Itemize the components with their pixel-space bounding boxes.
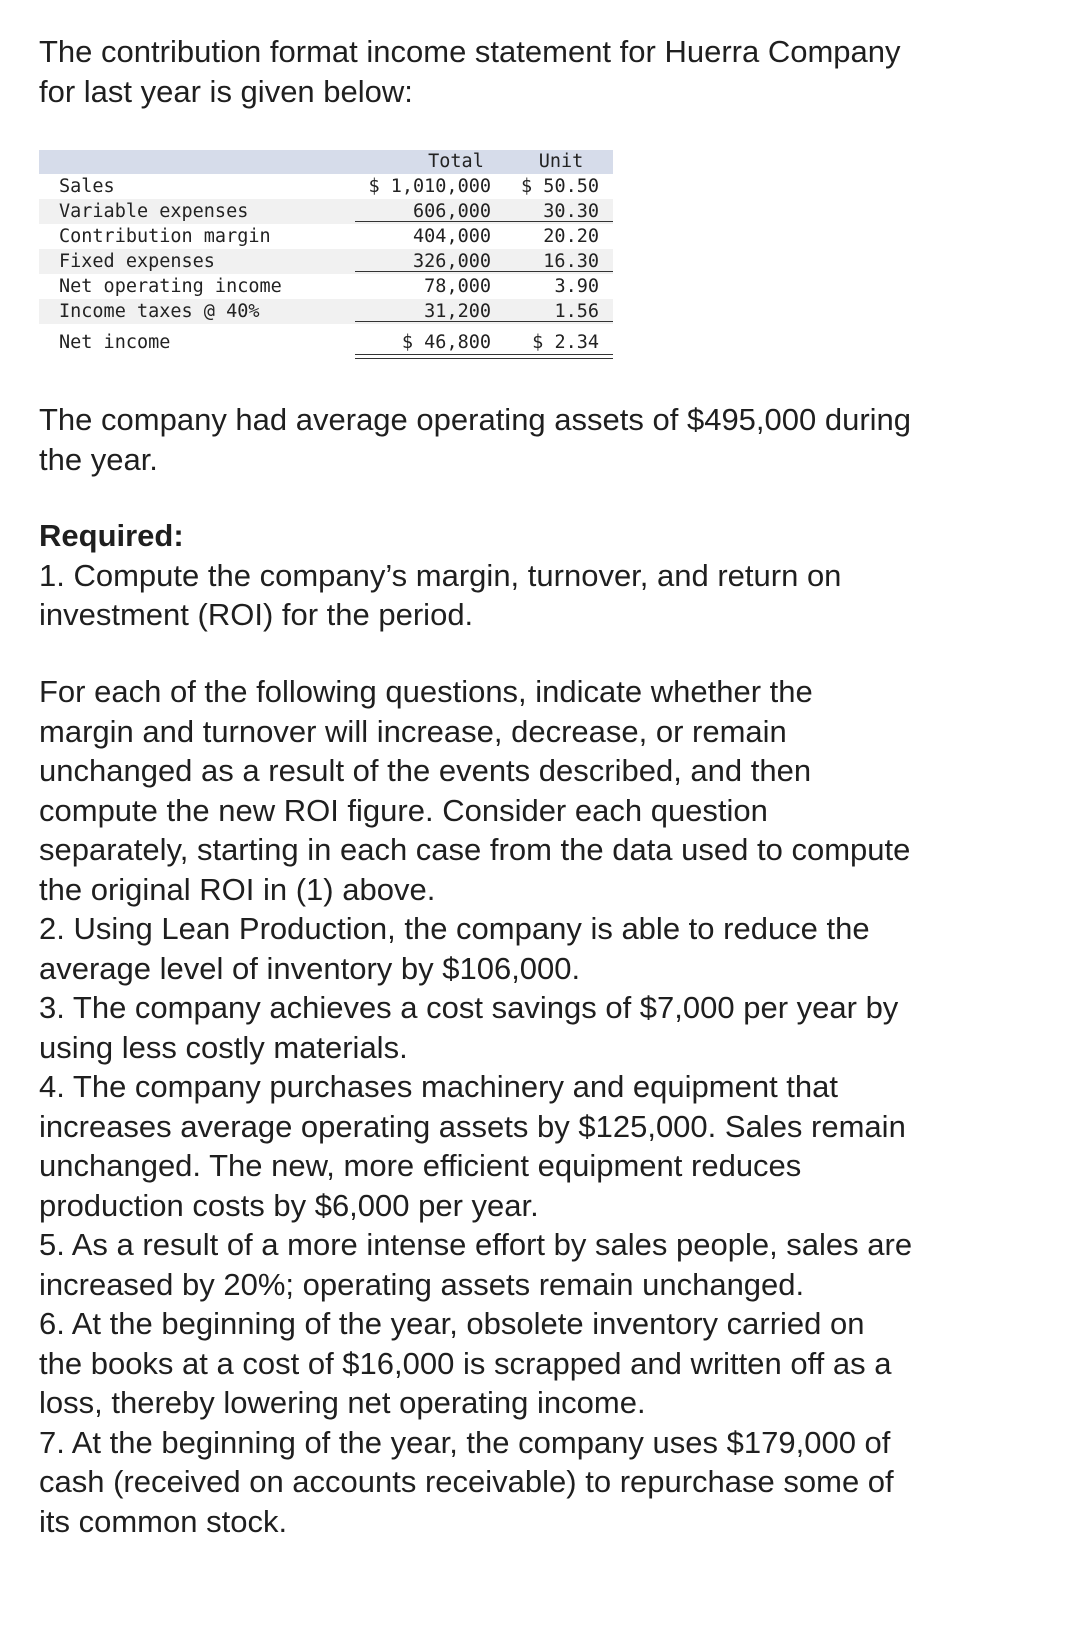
question-3-line: 3. The company achieves a cost savings of $7,000 per year by	[39, 990, 899, 1025]
total-double-rule-upper	[355, 354, 613, 355]
table-row-contribution-margin	[39, 224, 613, 249]
question-5-line: 5. As a result of a more intense effort by sales people, sales are	[39, 1227, 913, 1262]
row-label: Variable expenses	[59, 201, 249, 222]
question-4-line: increases average operating assets by $125,000. Sales remain	[39, 1108, 906, 1144]
instruction-line: compute the new ROI figure. Consider each question	[39, 792, 768, 828]
row-total: $ 46,800	[401, 332, 491, 353]
required-line: investment (ROI) for the period.	[39, 597, 474, 632]
instruction-line: unchanged as a result of the events described, and then	[39, 753, 812, 788]
question-4-line: unchanged. The new, more efficient equipment reduces	[39, 1148, 802, 1183]
row-unit: 30.30	[543, 201, 599, 222]
subtotal-rule	[355, 321, 613, 322]
column-header-unit: Unit	[538, 151, 584, 172]
question-7-line: its common stock.	[39, 1503, 288, 1539]
row-label: Fixed expenses	[59, 251, 215, 272]
instruction-line: margin and turnover will increase, decrease, or remain	[39, 713, 787, 749]
question-4-line: production costs by $6,000 per year.	[39, 1187, 539, 1223]
intro-paragraph	[39, 32, 1039, 111]
assets-line: The company had average operating assets of $495,000 during	[39, 402, 912, 437]
question-5-line: increased by 20%; operating assets remain unchanged.	[39, 1266, 805, 1302]
row-unit: 16.30	[543, 251, 599, 272]
intro-line: for last year is given below:	[39, 73, 413, 109]
row-total: 606,000	[413, 201, 491, 222]
row-label: Net operating income	[59, 276, 282, 297]
instruction-line: the original ROI in (1) above.	[39, 871, 436, 907]
row-total: 404,000	[413, 226, 491, 247]
instruction-line: For each of the following questions, indicate whether the	[39, 674, 813, 709]
subtotal-rule	[355, 271, 613, 272]
question-7-line: 7. At the beginning of the year, the company uses $179,000 of	[39, 1424, 891, 1460]
income-statement-table	[39, 150, 613, 370]
row-unit: $ 50.50	[521, 176, 599, 197]
table-row-net-operating-income	[39, 274, 613, 299]
table-row-sales	[39, 174, 613, 199]
row-label: Contribution margin	[59, 226, 271, 247]
subtotal-rule	[355, 221, 613, 222]
row-total: 326,000	[413, 251, 491, 272]
row-total: 31,200	[424, 301, 491, 322]
column-header-total: Total	[428, 151, 484, 172]
required-line: 1. Compute the company’s margin, turnover, and return on	[39, 557, 842, 593]
instruction-line: separately, starting in each case from the data used to compute	[39, 832, 911, 867]
row-label: Net income	[59, 332, 171, 353]
question-6-line: loss, thereby lowering net operating income.	[39, 1385, 646, 1420]
row-total: 78,000	[424, 276, 491, 297]
row-label: Income taxes @ 40%	[59, 301, 260, 322]
table-row-net-income	[39, 330, 613, 355]
assets-line: the year.	[39, 441, 158, 477]
question-2-line: average level of inventory by $106,000.	[39, 950, 581, 986]
required-section	[39, 516, 1039, 635]
row-unit: 20.20	[543, 226, 599, 247]
row-unit: $ 2.34	[532, 332, 599, 353]
question-4-line: 4. The company purchases machinery and equipment that	[39, 1069, 839, 1104]
question-6-line: the books at a cost of $16,000 is scrapped and written off as a	[39, 1345, 892, 1381]
row-total: $ 1,010,000	[368, 176, 491, 197]
question-2-line: 2. Using Lean Production, the company is able to reduce the	[39, 911, 870, 946]
row-label: Sales	[59, 176, 115, 197]
instructions-paragraph	[39, 672, 1039, 1541]
intro-line: The contribution format income statement for Huerra Company	[39, 34, 901, 69]
total-double-rule-lower	[355, 358, 613, 359]
question-3-line: using less costly materials.	[39, 1029, 408, 1065]
question-7-line: cash (received on accounts receivable) to repurchase some of	[39, 1464, 894, 1499]
required-heading: Required:	[39, 518, 184, 553]
question-6-line: 6. At the beginning of the year, obsolete inventory carried on	[39, 1306, 865, 1341]
table-header-band	[39, 150, 613, 174]
assets-paragraph	[39, 400, 1039, 479]
row-unit: 3.90	[554, 276, 599, 297]
row-unit: 1.56	[554, 301, 599, 322]
